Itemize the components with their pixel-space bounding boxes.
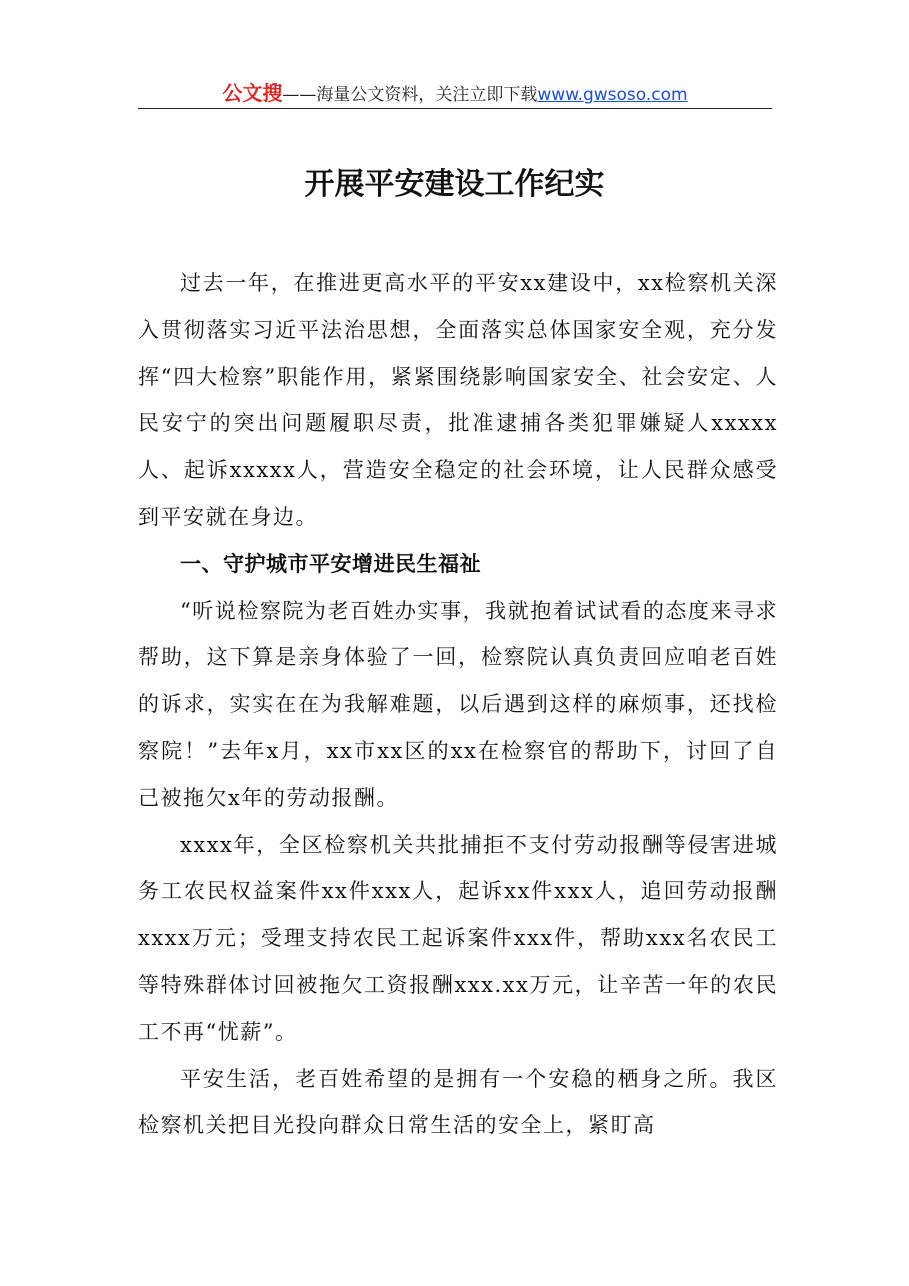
website-link[interactable]: www.gwsoso.com bbox=[537, 85, 688, 105]
section-heading: 一、守护城市平安增进民生福祉 bbox=[180, 551, 481, 576]
page-header bbox=[138, 78, 772, 108]
body-paragraph: 平安生活，老百姓希望的是拥有一个安稳的栖身之所。我区检察机关把目光投向群众日常生活的安全上，紧盯高 bbox=[138, 1066, 778, 1138]
body-paragraph: 过去一年，在推进更高水平的平安xx建设中，xx检察机关深入贯彻落实习近平法治思想，全面落实总体国家安全观，充分发挥“四大检察”职能作用，紧紧围绕影响国家安全、社会安定、人民安宁的突出问题履职尽责，批准逮捕各类犯罪嫌疑人xxxxx人、起诉xxxxx人，营造安全稳定的社会环境，让人民群众感受到平安就在身边。 bbox=[138, 271, 778, 529]
document-title: 开展平安建设工作纪实 bbox=[304, 167, 605, 202]
header-tagline: ——海量公文资料，关注立即下载 bbox=[282, 85, 538, 105]
body-paragraph: xxxx年，全区检察机关共批捕拒不支付劳动报酬等侵害进城务工农民权益案件xx件xxx人，起诉xx件xxx人，追回劳动报酬xxxx万元；受理支持农民工起诉案件xxx件，帮助xxx名农民工等特殊群体讨回被拖欠工资报酬xxx.xx万元，让辛苦一年的农民工不再“忧薪”。 bbox=[138, 832, 778, 1044]
brand-name: 公文搜 bbox=[222, 81, 283, 105]
header-divider bbox=[138, 108, 772, 109]
body-paragraph: “听说检察院为老百姓办实事，我就抱着试试看的态度来寻求帮助，这下算是亲身体验了一回，检察院认真负责回应咱老百姓的诉求，实实在在为我解难题，以后遇到这样的麻烦事，还找检察院！”去年x月，xx市xx区的xx在检察官的帮助下，讨回了自己被拖欠x年的劳动报酬。 bbox=[138, 598, 778, 810]
document-body bbox=[138, 260, 778, 1149]
